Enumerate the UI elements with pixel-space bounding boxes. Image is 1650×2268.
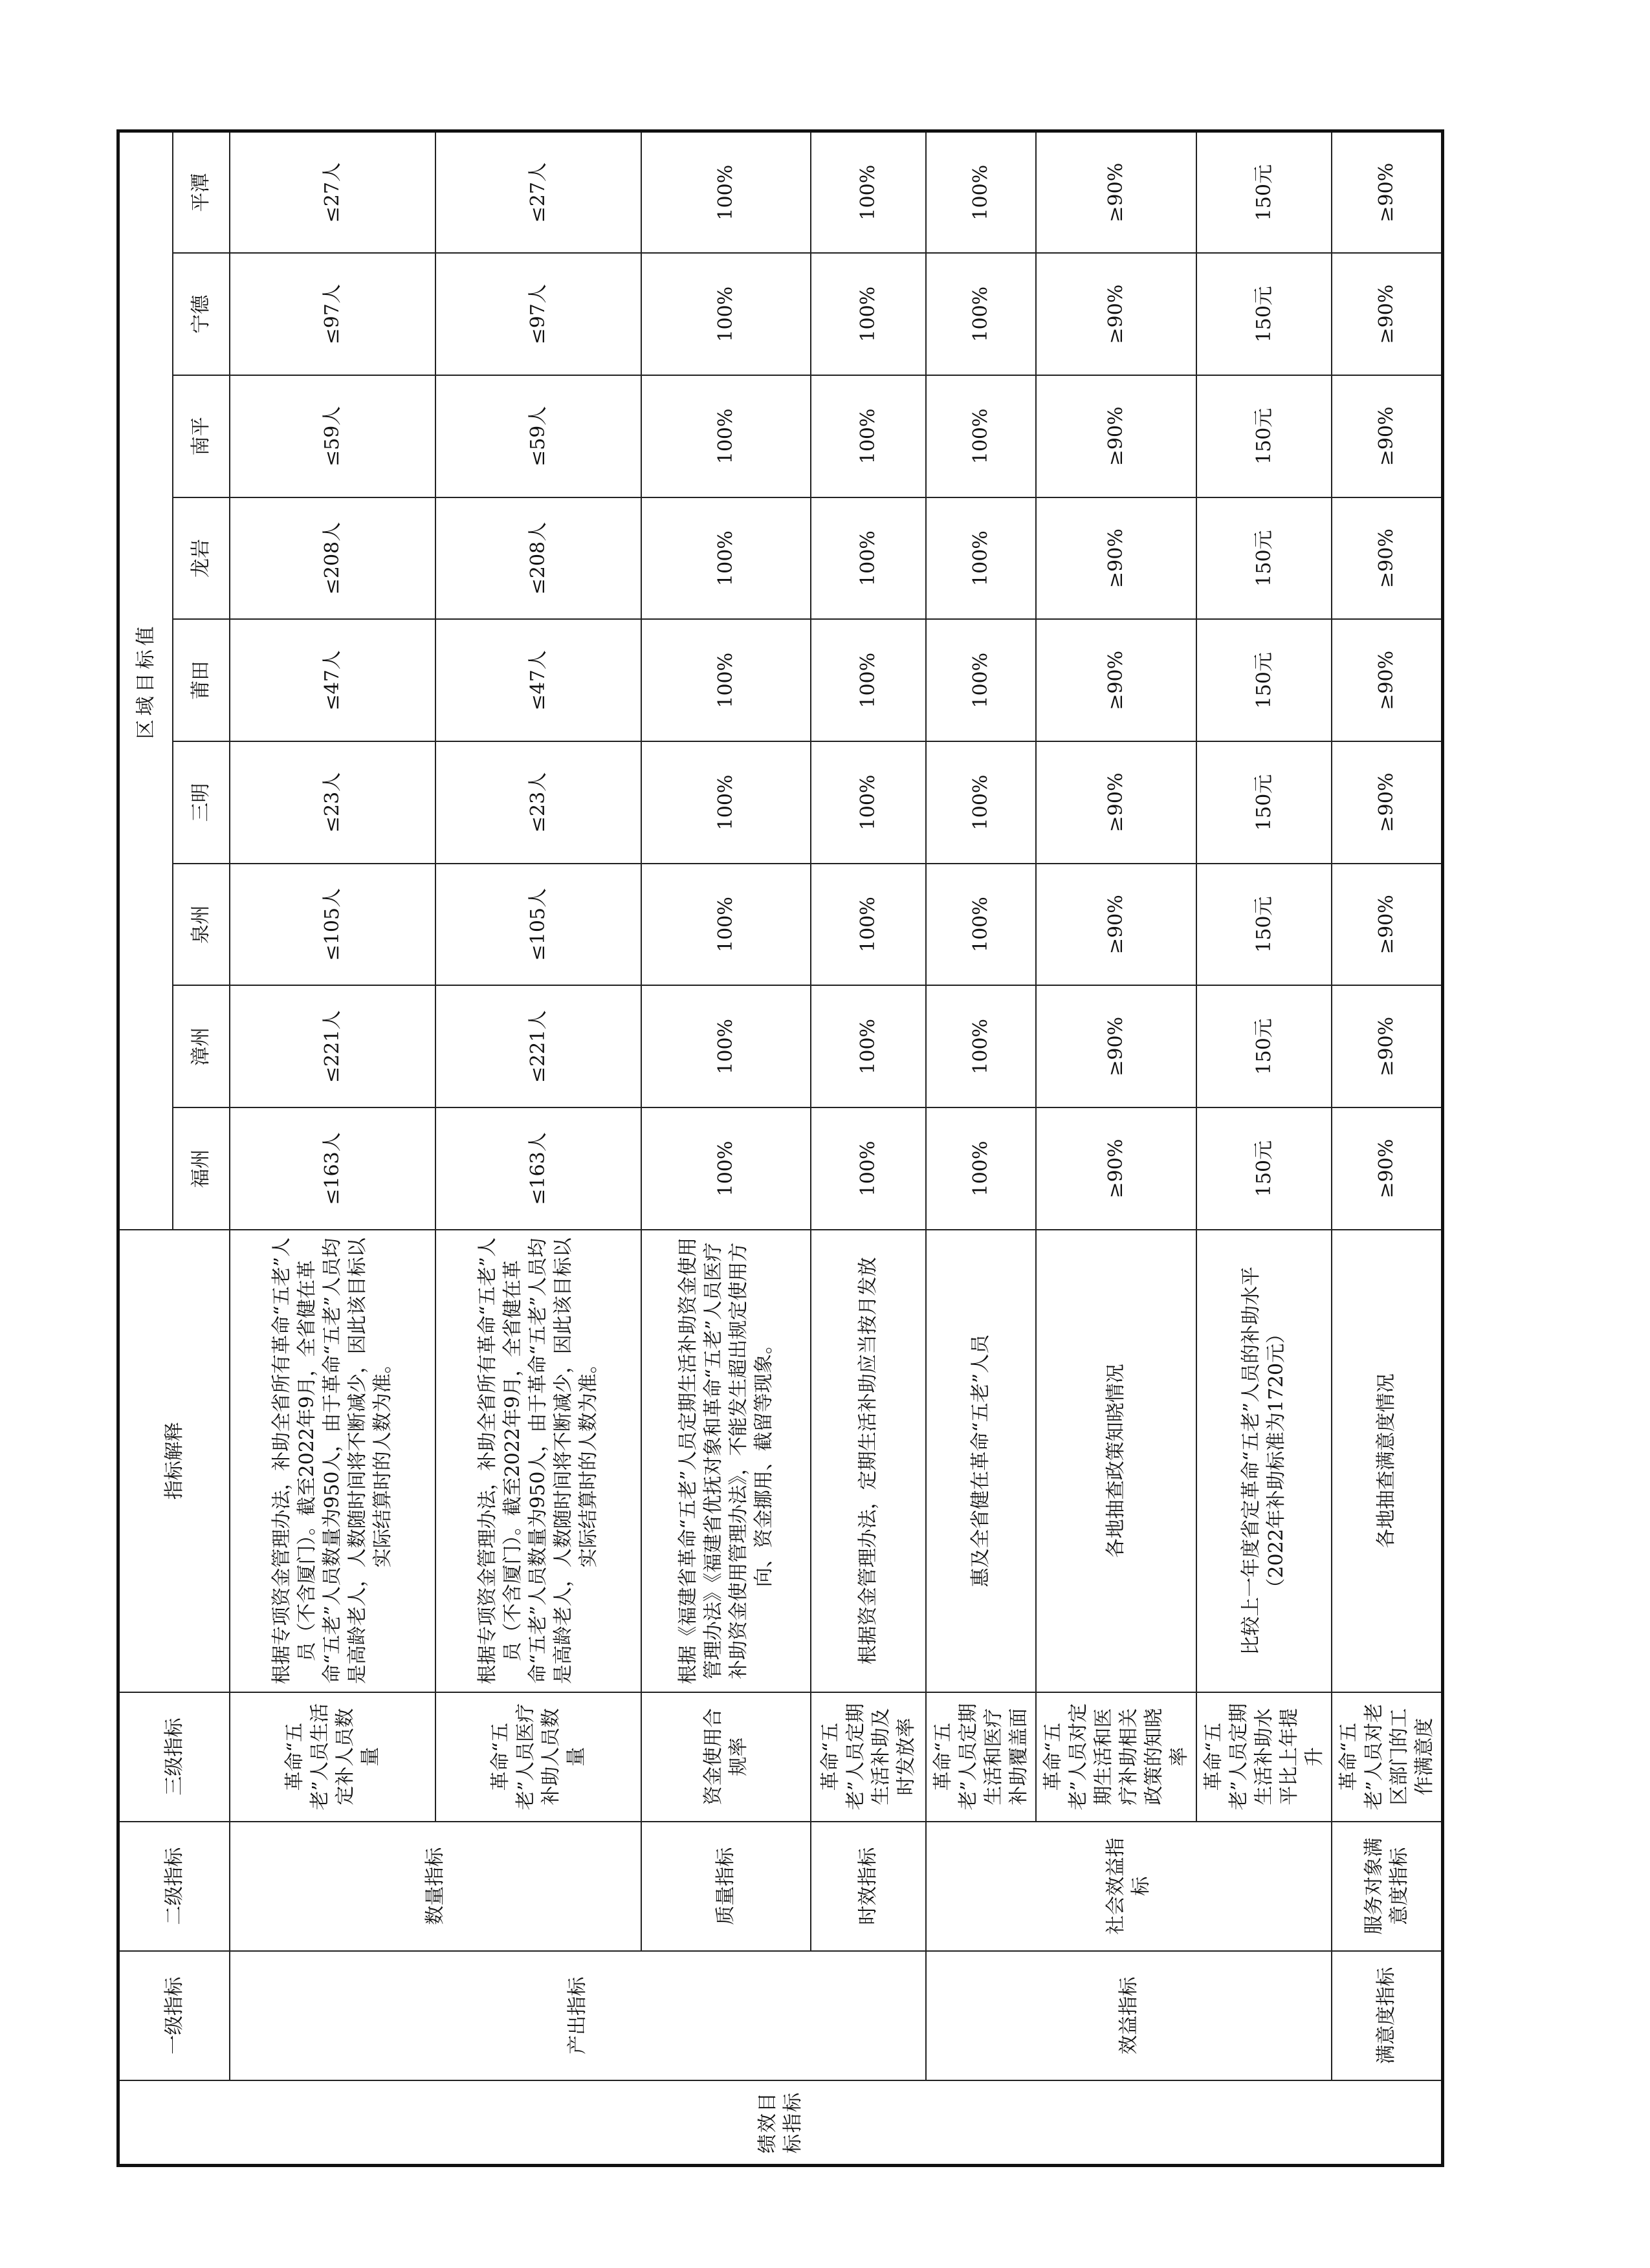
value-cell: ≤221人 bbox=[435, 985, 641, 1107]
region-nanping: 南平 bbox=[173, 375, 230, 497]
level3-cell: 革命“五老”人员生活定补人员数量 bbox=[230, 1692, 435, 1822]
value-cell: ≤105人 bbox=[230, 864, 435, 986]
section-label: 绩效目标指标 bbox=[118, 2080, 1443, 2166]
value-cell: ≤27人 bbox=[230, 131, 435, 254]
value-cell: 100% bbox=[641, 497, 811, 620]
value-cell: ≥90% bbox=[1332, 253, 1443, 375]
level3-cell: 革命“五老”人员定期生活补助水平比上年提升 bbox=[1196, 1692, 1332, 1822]
level3-cell: 革命“五老”人员医疗补助人员数量 bbox=[435, 1692, 641, 1822]
performance-indicator-table bbox=[116, 129, 1444, 2167]
region-longyan: 龙岩 bbox=[173, 497, 230, 620]
explanation-cell: 各地抽查满意度情况 bbox=[1332, 1230, 1443, 1692]
explanation-cell: 根据资金管理办法，定期生活补助应当按月发放 bbox=[811, 1230, 926, 1692]
value-cell: ≥90% bbox=[1036, 375, 1196, 497]
value-cell: ≥90% bbox=[1332, 131, 1443, 254]
table-row bbox=[811, 131, 926, 2166]
value-cell: 100% bbox=[641, 741, 811, 864]
explanation-cell: 根据《福建省革命“五老”人员定期生活补助资金使用管理办法》《福建省优抚对象和革命“五老”人员医疗补助资金使用管理办法》，不能发生超出规定使用方向、资金挪用、截留等现象。 bbox=[641, 1230, 811, 1692]
value-cell: ≤59人 bbox=[230, 375, 435, 497]
level3-cell: 资金使用合规率 bbox=[641, 1692, 811, 1822]
level3-cell: 革命“五老”人员定期生活和医疗补助覆盖面 bbox=[926, 1692, 1036, 1822]
table-row bbox=[230, 131, 435, 2166]
value-cell: 100% bbox=[926, 619, 1036, 741]
value-cell: 100% bbox=[811, 741, 926, 864]
subgroup-service: 服务对象满意度指标 bbox=[1332, 1822, 1443, 1951]
value-cell: 100% bbox=[641, 864, 811, 986]
value-cell: 100% bbox=[811, 619, 926, 741]
value-cell: ≥90% bbox=[1036, 1107, 1196, 1230]
value-cell: 100% bbox=[926, 375, 1036, 497]
value-cell: 100% bbox=[811, 864, 926, 986]
explanation-cell: 根据专项资金管理办法，补助全省所有革命“五老”人员（不含厦门）。截至2022年9月，全省健在革命“五老”人员数量为950人，由于革命“五老”人员均是高龄老人，人数随时间将不断减少，因此该目标以实际结算时的人数为准。 bbox=[435, 1230, 641, 1692]
value-cell: ≤163人 bbox=[435, 1107, 641, 1230]
value-cell: 100% bbox=[641, 253, 811, 375]
explanation-cell: 惠及全省健在革命“五老”人员 bbox=[926, 1230, 1036, 1692]
value-cell: ≥90% bbox=[1332, 497, 1443, 620]
value-cell: ≥90% bbox=[1036, 985, 1196, 1107]
value-cell: ≥90% bbox=[1036, 619, 1196, 741]
value-cell: 150元 bbox=[1196, 497, 1332, 620]
region-ningde: 宁德 bbox=[173, 253, 230, 375]
level3-cell: 革命“五老”人员对老区部门的工作满意度 bbox=[1332, 1692, 1443, 1822]
value-cell: ≤27人 bbox=[435, 131, 641, 254]
value-cell: ≤59人 bbox=[435, 375, 641, 497]
table-row bbox=[926, 131, 1036, 2166]
value-cell: 100% bbox=[811, 985, 926, 1107]
group-satisfaction: 满意度指标 bbox=[1332, 1951, 1443, 2080]
explanation-cell: 各地抽查政策知晓情况 bbox=[1036, 1230, 1196, 1692]
value-cell: ≥90% bbox=[1332, 1107, 1443, 1230]
value-cell: 100% bbox=[926, 253, 1036, 375]
value-cell: 100% bbox=[641, 375, 811, 497]
value-cell: ≥90% bbox=[1036, 253, 1196, 375]
header-explanation: 指标解释 bbox=[118, 1230, 230, 1692]
value-cell: 100% bbox=[926, 497, 1036, 620]
value-cell: ≥90% bbox=[1036, 497, 1196, 620]
region-putian: 莆田 bbox=[173, 619, 230, 741]
value-cell: ≥90% bbox=[1332, 619, 1443, 741]
value-cell: ≥90% bbox=[1332, 375, 1443, 497]
value-cell: ≥90% bbox=[1036, 741, 1196, 864]
region-zhangzhou: 漳州 bbox=[173, 985, 230, 1107]
header-row-1 bbox=[118, 131, 173, 2166]
value-cell: ≥90% bbox=[1332, 741, 1443, 864]
value-cell: 100% bbox=[811, 1107, 926, 1230]
value-cell: ≤97人 bbox=[435, 253, 641, 375]
header-level2: 二级指标 bbox=[118, 1822, 230, 1951]
value-cell: 100% bbox=[926, 864, 1036, 986]
value-cell: 150元 bbox=[1196, 375, 1332, 497]
value-cell: 100% bbox=[926, 1107, 1036, 1230]
value-cell: 100% bbox=[811, 131, 926, 254]
value-cell: 100% bbox=[641, 1107, 811, 1230]
subgroup-quality: 质量指标 bbox=[641, 1822, 811, 1951]
table-row bbox=[1332, 131, 1443, 2166]
header-level3: 三级指标 bbox=[118, 1692, 230, 1822]
value-cell: 150元 bbox=[1196, 131, 1332, 254]
value-cell: 150元 bbox=[1196, 619, 1332, 741]
value-cell: 150元 bbox=[1196, 985, 1332, 1107]
value-cell: ≥90% bbox=[1332, 864, 1443, 986]
value-cell: ≤208人 bbox=[435, 497, 641, 620]
value-cell: 100% bbox=[926, 131, 1036, 254]
subgroup-timeliness: 时效指标 bbox=[811, 1822, 926, 1951]
region-sanming: 三明 bbox=[173, 741, 230, 864]
value-cell: ≤47人 bbox=[230, 619, 435, 741]
subgroup-quantity: 数量指标 bbox=[230, 1822, 641, 1951]
value-cell: 100% bbox=[811, 253, 926, 375]
subgroup-social: 社会效益指标 bbox=[926, 1822, 1332, 1951]
level3-cell: 革命“五老”人员定期生活补助及时发放率 bbox=[811, 1692, 926, 1822]
explanation-cell: 根据专项资金管理办法，补助全省所有革命“五老”人员（不含厦门）。截至2022年9月，全省健在革命“五老”人员数量为950人，由于革命“五老”人员均是高龄老人，人数随时间将不断减少，因此该目标以实际结算时的人数为准。 bbox=[230, 1230, 435, 1692]
value-cell: ≤163人 bbox=[230, 1107, 435, 1230]
level3-cell: 革命“五老”人员对定期生活和医疗补助相关政策的知晓率 bbox=[1036, 1692, 1196, 1822]
value-cell: 150元 bbox=[1196, 1107, 1332, 1230]
region-quanzhou: 泉州 bbox=[173, 864, 230, 986]
table-row bbox=[641, 131, 811, 2166]
header-region-title: 区域目标值 bbox=[118, 131, 173, 1230]
value-cell: ≤23人 bbox=[435, 741, 641, 864]
value-cell: 100% bbox=[641, 619, 811, 741]
value-cell: ≤208人 bbox=[230, 497, 435, 620]
value-cell: 100% bbox=[811, 497, 926, 620]
group-benefit: 效益指标 bbox=[926, 1951, 1332, 2080]
explanation-cell: 比较上一年度省定革命“五老”人员的补助水平（2022年补助标准为1720元） bbox=[1196, 1230, 1332, 1692]
value-cell: 100% bbox=[641, 131, 811, 254]
value-cell: ≥90% bbox=[1036, 131, 1196, 254]
value-cell: ≥90% bbox=[1332, 985, 1443, 1107]
value-cell: 100% bbox=[926, 741, 1036, 864]
header-level1: 一级指标 bbox=[118, 1951, 230, 2080]
value-cell: 150元 bbox=[1196, 864, 1332, 986]
value-cell: ≤221人 bbox=[230, 985, 435, 1107]
group-output: 产出指标 bbox=[230, 1951, 926, 2080]
value-cell: ≤97人 bbox=[230, 253, 435, 375]
value-cell: 150元 bbox=[1196, 253, 1332, 375]
value-cell: 100% bbox=[641, 985, 811, 1107]
rotated-page-wrapper bbox=[116, 129, 1436, 2167]
value-cell: ≤105人 bbox=[435, 864, 641, 986]
value-cell: ≤47人 bbox=[435, 619, 641, 741]
value-cell: 100% bbox=[811, 375, 926, 497]
region-pingtan: 平潭 bbox=[173, 131, 230, 254]
value-cell: ≥90% bbox=[1036, 864, 1196, 986]
value-cell: 150元 bbox=[1196, 741, 1332, 864]
region-fuzhou: 福州 bbox=[173, 1107, 230, 1230]
value-cell: 100% bbox=[926, 985, 1036, 1107]
value-cell: ≤23人 bbox=[230, 741, 435, 864]
